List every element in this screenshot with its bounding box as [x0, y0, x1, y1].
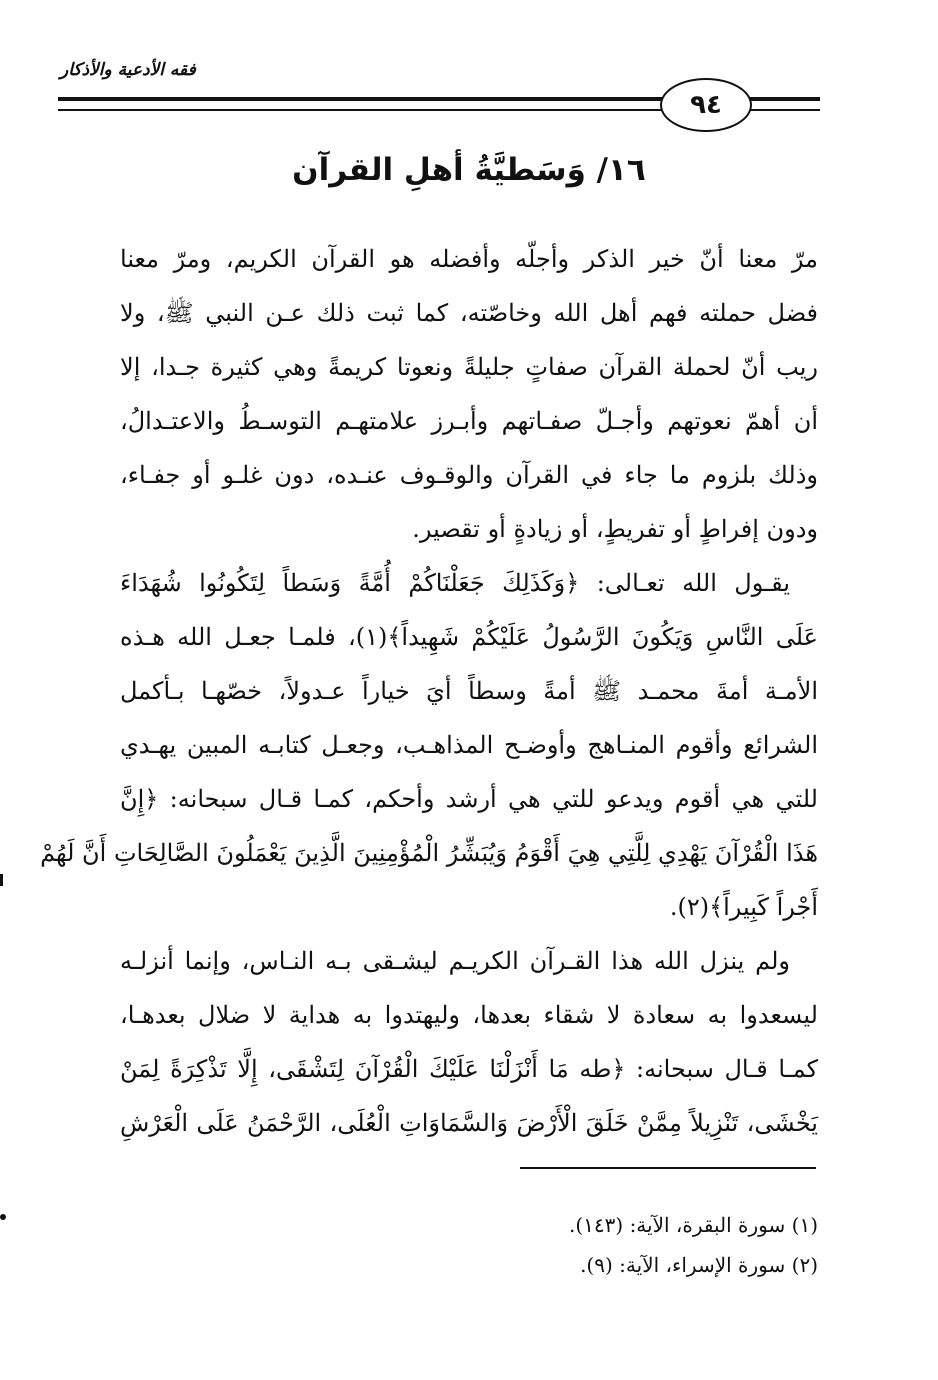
- paragraph-2: [40, 556, 818, 934]
- footnote-1: (١) سورة البقرة، الآية: (١٤٣).: [569, 1213, 818, 1237]
- text-line: مرّ معنا أنّ خير الذكر وأجلّه وأفضله هو القرآن الكريم، ومرّ معنا: [120, 245, 818, 273]
- text-line: الشرائع وأقوم المنـاهج وأوضـح المذاهـب، وجعـل كتابـه المبين يهـدي: [120, 731, 818, 759]
- page-number-badge: [660, 78, 752, 132]
- text-line: أن أهمّ نعوتهم وأجـلّ صفـاتهم وأبـرز علامتهـم التوسـطُ والاعتـدالُ،: [120, 407, 818, 435]
- text-line: ولم ينزل الله هذا القـرآن الكريـم ليشـقى بـه النـاس، وإنما أنزلـه: [120, 947, 790, 975]
- text-line: وذلك بلزوم ما جاء في القرآن والوقـوف عنـده، دون غلـو أو جفـاء،: [120, 461, 818, 489]
- text-line: أَجْراً كَبِيراً﴾(٢).: [669, 893, 818, 921]
- footnote-2: (٢) سورة الإسراء، الآية: (٩).: [580, 1253, 818, 1277]
- text-line: فضل حملته فهم أهل الله وخاصّته، كما ثبت ذلك عـن النبي ﷺ، ولا: [120, 299, 818, 327]
- chapter-title: ١٦/ وَسَطيَّةُ أهلِ القرآن: [292, 152, 646, 188]
- scan-margin-mark: [0, 874, 3, 886]
- text-line: هَذَا الْقُرْآنَ يَهْدِي لِلَّتِي هِيَ أَقْوَمُ وَيُبَشِّرُ الْمُؤْمِنِينَ الَّذِينَ يَعْمَلُونَ الصَّالِحَاتِ أَنَّ لَهُمْ: [40, 839, 818, 867]
- text-line: ليسعدوا به سعادة لا شقاء بعدها، وليهتدوا به هداية لا ضلال بعدهـا،: [120, 1001, 818, 1029]
- paragraph-1: [120, 232, 818, 556]
- paragraph-3: [120, 934, 818, 1150]
- page-number: ٩٤: [690, 90, 722, 120]
- text-line: ودون إفراطٍ أو تفريطٍ، أو زيادةٍ أو تقصير.: [412, 515, 818, 543]
- running-header-title: فقه الأدعية والأذكار: [60, 60, 196, 80]
- text-line: عَلَى النَّاسِ وَيَكُونَ الرَّسُولُ عَلَيْكُمْ شَهِيداً﴾(١)، فلمـا جعـل الله هـذه: [120, 623, 818, 651]
- footnotes: [569, 1205, 818, 1285]
- body-text: [40, 232, 818, 1150]
- text-line: يقـول الله تعـالى: ﴿وَكَذَلِكَ جَعَلْنَاكُمْ أُمَّةً وَسَطاً لِتَكُونُوا شُهَدَاءَ: [120, 569, 790, 597]
- text-line: يَخْشَى، تَنْزِيلاً مِمَّنْ خَلَقَ الْأَرْضَ وَالسَّمَاوَاتِ الْعُلَى، الرَّحْمَنُ عَلَى الْعَرْشِ: [120, 1109, 818, 1137]
- text-line: الأمـة أمةَ محمـد ﷺ أمةً وسطاً أيَ خياراً عـدولاً، خصّهـا بـأكمل: [120, 677, 818, 705]
- scan-margin-mark: [0, 1214, 6, 1220]
- text-line: ريب أنّ لحملة القرآن صفاتٍ جليلةً ونعوتا كريمةً وهي كثيرة جـدا، إلا: [120, 353, 818, 381]
- text-line: كمـا قـال سبحانه: ﴿طه مَا أَنْزَلْنَا عَلَيْكَ الْقُرْآنَ لِتَشْقَى، إِلَّا تَذْكِرَةً لِمَنْ: [120, 1055, 818, 1083]
- text-line: للتي هي أقوم ويدعو للتي هي أرشد وأحكم، كمـا قـال سبحانه: ﴿إِنَّ: [120, 785, 818, 813]
- footnote-separator: [520, 1167, 816, 1169]
